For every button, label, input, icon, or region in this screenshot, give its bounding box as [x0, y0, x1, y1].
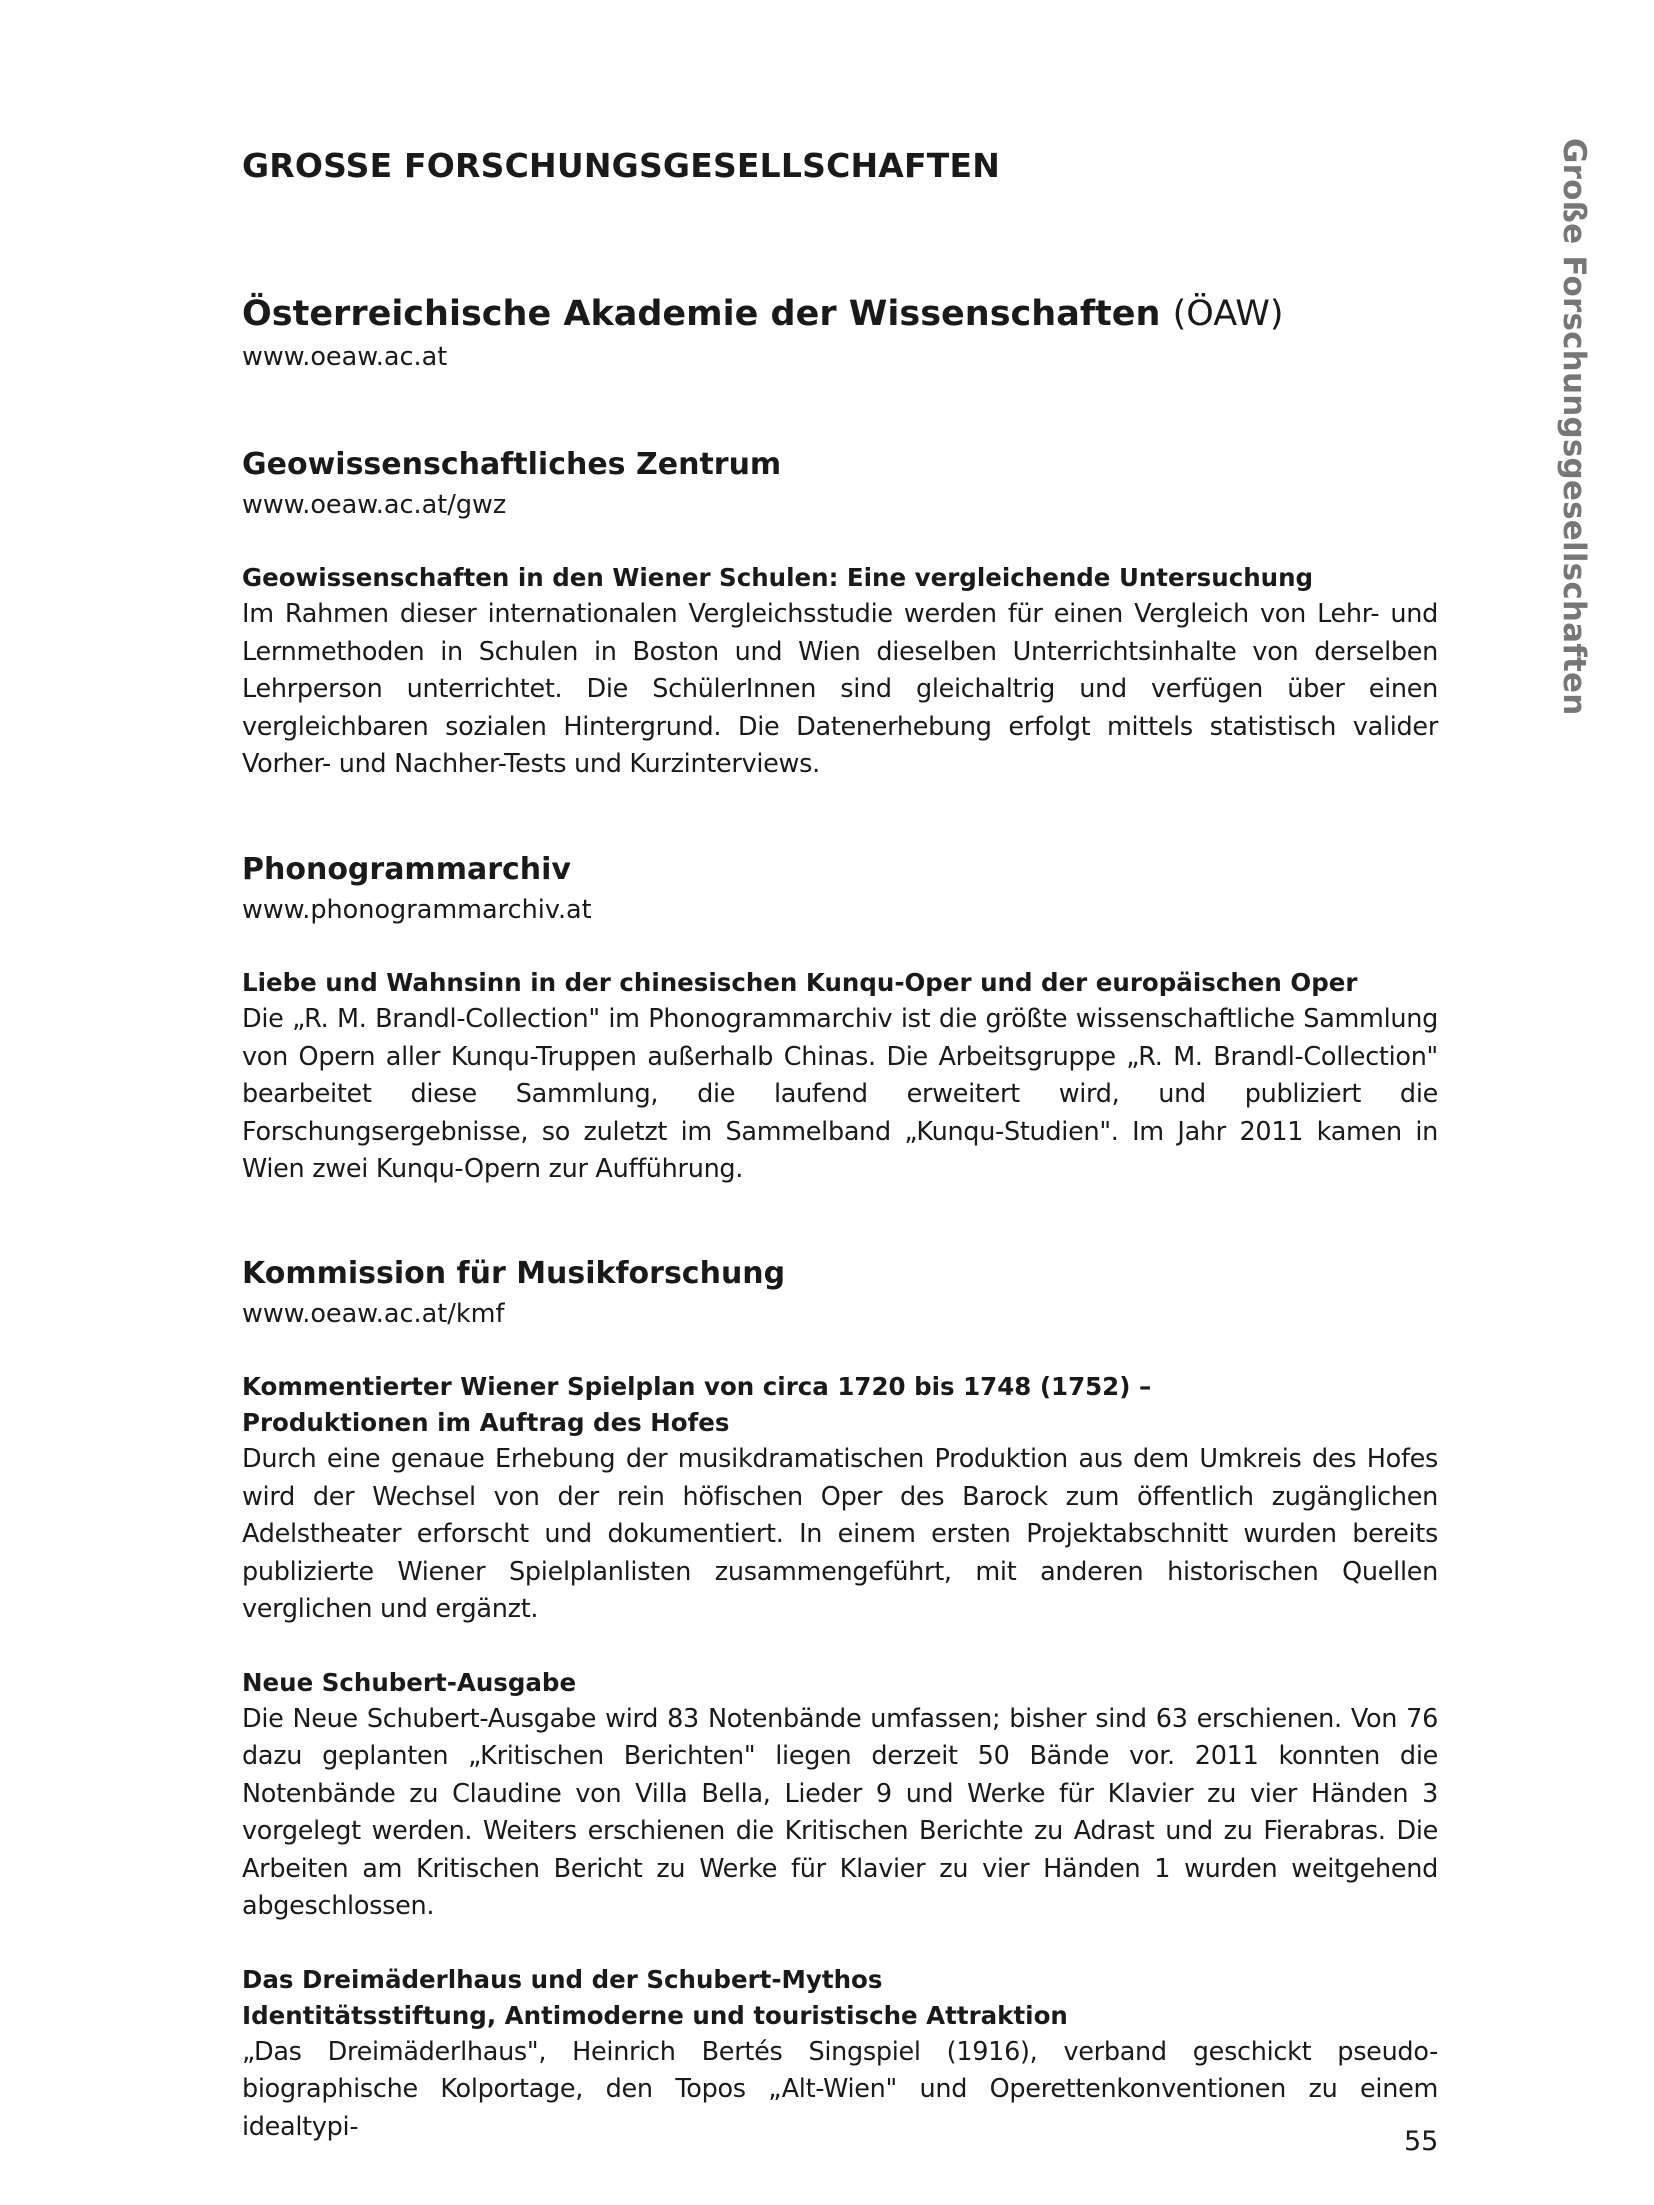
- organization-url: www.oeaw.ac.at: [242, 342, 448, 372]
- project-title: [242, 1962, 1438, 2034]
- project-title-line-1: Das Dreimäderlhaus und der Schubert-Mythos: [242, 1964, 883, 1994]
- organization-title: [242, 290, 1284, 338]
- department-musikforschung: [242, 1253, 1438, 2146]
- project-title-line-1: Kommentierter Wiener Spielplan von circa 1720 bis 1748 (1752) –: [242, 1372, 1152, 1401]
- project-title-line-2: Identitätsstiftung, Antimoderne und touristische Attraktion: [242, 2000, 1068, 2030]
- organization-name: Österreichische Akademie der Wissenschaften: [242, 294, 1161, 334]
- page-number: 55: [1404, 2126, 1439, 2157]
- organization-block: [242, 290, 1284, 376]
- project-text: „Das Dreimäderlhaus", Heinrich Bertés Singspiel (1916), verband geschickt pseudo-biographische Kolportage, den Topos „Alt-Wien" und Operettenkonventionen zu einem idealtypi-: [242, 2036, 1438, 2142]
- department-title: Geowissenschaftliches Zentrum: [242, 447, 782, 482]
- project-text: Durch eine genaue Erhebung der musikdramatischen Produktion aus dem Umkreis des Hofes wird der Wechsel von der rein höfischen Oper des Barock zum öffentlich zugänglichen Adelstheater erforscht und dokumentiert. In einem ersten Projektabschnitt wurden bereits publizierte Wiener Spielplanlisten zusammengeführt, mit anderen historischen Quellen verglichen und ergänzt.: [242, 1444, 1438, 1624]
- project-item: [242, 1665, 1438, 1926]
- department-title: Phonogrammarchiv: [242, 852, 571, 887]
- project-text: Im Rahmen dieser internationalen Vergleichsstudie werden für einen Vergleich von Lehr- und Lernmethoden in Schulen in Boston und Wien dieselben Unterrichtsinhalte von derselben Lehrperson unterrichtet. Die SchülerInnen sind gleichaltrig und verfügen über einen vergleichbaren sozialen Hintergrund. Die Datenerhebung erfolgt mittels statistisch valider Vorher- und Nachher-Tests und Kurzinterviews.: [242, 599, 1438, 779]
- department-url: www.oeaw.ac.at/kmf: [242, 1299, 505, 1329]
- project-title: Geowissenschaften in den Wiener Schulen: Eine vergleichende Untersuchung: [242, 563, 1314, 592]
- department-phonogrammarchiv: [242, 849, 1438, 1189]
- project-title: Neue Schubert-Ausgabe: [242, 1667, 577, 1697]
- department-title: Kommission für Musikforschung: [242, 1256, 786, 1291]
- project-item: [242, 1369, 1438, 1629]
- department-url: www.phonogrammarchiv.at: [242, 895, 592, 925]
- project-title: [242, 1369, 1438, 1441]
- project-title-line-2: Produktionen im Auftrag des Hofes: [242, 1408, 730, 1437]
- project-item: [242, 965, 1438, 1189]
- department-url: www.oeaw.ac.at/gwz: [242, 490, 507, 520]
- project-title: Liebe und Wahnsinn in der chinesischen Kunqu-Oper und der europäischen Oper: [242, 968, 1358, 997]
- project-text: Die Neue Schubert-Ausgabe wird 83 Notenbände umfassen; bisher sind 63 erschienen. Von 76 dazu geplanten „Kritischen Berichten" liegen derzeit 50 Bände vor. 2011 konnten die Notenbände zu Claudine von Villa Bella, Lieder 9 und Werke für Klavier zu vier Händen 3 vorgelegt werden. Weiters erschienen die Kritischen Berichte zu Adrast und zu Fierabras. Die Arbeiten am Kritischen Bericht zu Werke für Klavier zu vier Händen 1 wurden weitgehend abgeschlossen.: [242, 1703, 1438, 1921]
- department-geowissenschaften: [242, 444, 1438, 784]
- section-title: GROSSE FORSCHUNGSGESELLSCHAFTEN: [242, 146, 1001, 185]
- project-item: [242, 1962, 1438, 2147]
- project-text: Die „R. M. Brandl-Collection" im Phonogrammarchiv ist die größte wissenschaftliche Sammlung von Opern aller Kunqu-Truppen außerhalb Chinas. Die Arbeitsgruppe „R. M. Brandl-Collection" bearbeitet diese Sammlung, die laufend erweitert wird, und publiziert die Forschungsergebnisse, so zuletzt im Sammelband „Kunqu-Studien". Im Jahr 2011 kamen in Wien zwei Kunqu-Opern zur Aufführung.: [242, 1004, 1438, 1184]
- project-item: [242, 560, 1438, 784]
- side-running-title: Große Forschungsgesellschaften: [1556, 138, 1592, 716]
- organization-abbreviation: (ÖAW): [1172, 294, 1284, 334]
